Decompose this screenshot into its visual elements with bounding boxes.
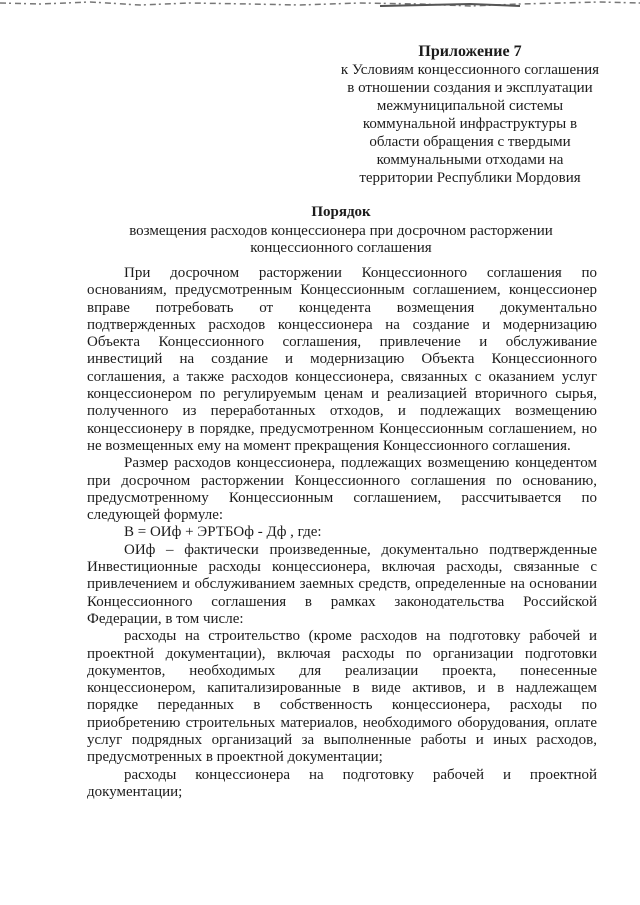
- document-title: Порядок: [311, 204, 371, 220]
- paragraph-reimbursement-size: Размер расходов концессионера, подлежащих возмещению концедентом при досрочном расторжении Концессионного соглашения по основанию, предусмотренному Концессионным соглашением, рассчитывается по следующей формуле:: [87, 455, 597, 524]
- appendix-line: коммунальными отходами на: [376, 152, 564, 168]
- appendix-line: территории Республики Мордовия: [359, 170, 581, 186]
- document-subtitle-line: возмещения расходов концессионера при досрочном расторжении: [129, 223, 553, 239]
- document-subtitle-line: концессионного соглашения: [250, 240, 432, 256]
- appendix-line: к Условиям концессионного соглашения: [340, 62, 600, 78]
- appendix-line: межмуниципальной системы: [376, 98, 564, 114]
- paragraph-construction-costs: расходы на строительство (кроме расходов на подготовку рабочей и проектной документации), включая расходы по организации подготовки документов, необходимых для реализации проекта, понесенные концессионером, капитализированные в виде активов, и в надлежащем порядке переданных в собственность концессионера, расходы по приобретению строительных материалов, необходимого оборудования, оплате услуг подрядных организаций за выполненные работы и иных расходов, предусмотренных в проектной документации;: [87, 628, 597, 766]
- appendix-line: в отношении создания и эксплуатации: [347, 80, 593, 96]
- appendix-title: Приложение 7: [418, 43, 522, 60]
- document-heading: [86, 204, 596, 257]
- scan-edge-artifact: [0, 0, 640, 14]
- appendix-line: области обращения с твердыми: [369, 134, 571, 150]
- document-body: [87, 265, 597, 801]
- appendix-line: коммунальной инфраструктуры в: [362, 116, 578, 132]
- appendix-header: [300, 42, 640, 187]
- paragraph-documentation-costs: расходы концессионера на подготовку рабочей и проектной документации;: [87, 766, 597, 800]
- paragraph-oif-definition: ОИф – фактически произведенные, документально подтвержденные Инвестиционные расходы концессионера, включая расходы, связанные с привлечением и обслуживанием заемных средств, определенные на основании Концессионного соглашения в рамках законодательства Российской Федерации, в том числе:: [87, 541, 597, 627]
- formula: В = ОИф + ЭРТБОф - Дф , где:: [124, 524, 322, 541]
- paragraph-early-termination: При досрочном расторжении Концессионного соглашения по основаниям, предусмотренным Концессионным соглашением, концессионер вправе потребовать от концедента возмещения документально подтвержденных расходов концессионера на создание и модернизацию Объекта Концессионного соглашения, привлечение и обслуживание инвестиций на создание и модернизацию Объекта Концессионного соглашения, а также расходов концессионера, связанных с оказанием услуг концессионером по регулируемым ценам и реализацией вторичного сырья, полученного из переработанных отходов, и подлежащих возмещению концессионеру в порядке, предусмотренном Концессионным соглашением, но не возмещенных ему на момент прекращения Концессионного соглашения.: [87, 265, 597, 454]
